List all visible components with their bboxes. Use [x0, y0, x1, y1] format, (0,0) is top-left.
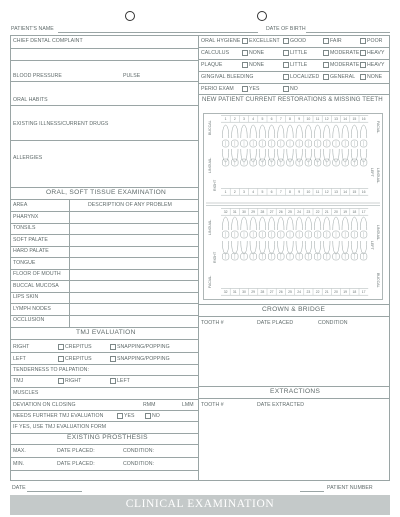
extractions-top-line — [198, 386, 390, 387]
chief-line-2[interactable] — [10, 60, 198, 61]
right-crepitus-label: CREPITUS — [65, 344, 92, 350]
max-label: MAX. — [13, 448, 26, 454]
extraction-tooth-header: TOOTH # — [201, 402, 224, 408]
tooth-root-outline[interactable] — [296, 125, 302, 138]
tooth-number-label[interactable]: 24 — [297, 210, 302, 214]
tooth-number-label[interactable]: 17 — [361, 210, 366, 214]
hygiene-line-3 — [198, 71, 390, 72]
tmj-row-line-1 — [10, 352, 198, 353]
gingival-localized-label: LOCALIZED — [290, 74, 320, 80]
hygiene-poor-checkbox[interactable] — [360, 38, 366, 44]
tooth-root-outline[interactable] — [232, 241, 238, 254]
calculus-heavy-checkbox[interactable] — [360, 50, 366, 56]
tooth-root-outline[interactable] — [296, 241, 302, 254]
chart-lingual-label-right: LINGUAL — [376, 168, 380, 184]
tooth-root-outline[interactable] — [342, 217, 348, 230]
illness-line-1[interactable] — [10, 140, 198, 141]
calculus-heavy-label: HEAVY — [367, 50, 385, 56]
soft-tissue-area-label: PHARYNX — [13, 213, 39, 220]
tmj-row-line-5 — [10, 399, 198, 400]
tooth-root-outline[interactable] — [351, 125, 357, 138]
chief-line-1[interactable] — [10, 48, 198, 49]
allergies-line[interactable] — [10, 187, 198, 188]
tooth-number-label[interactable]: 14 — [343, 190, 348, 194]
soft-tissue-description-cell[interactable] — [70, 315, 197, 326]
tooth-number-label[interactable]: 5 — [261, 190, 264, 194]
tooth-number-label[interactable]: 30 — [242, 210, 246, 214]
area-header: AREA — [13, 202, 28, 208]
soft-tissue-description-cell[interactable] — [70, 223, 197, 234]
tmj-left-label: LEFT — [13, 356, 26, 362]
chart-buccal-label: BUCCAL — [208, 120, 212, 135]
hygiene-excellent-checkbox[interactable] — [242, 38, 248, 44]
footer-title: CLINICAL EXAMINATION — [125, 498, 275, 510]
soft-tissue-area-label: LIPS SKIN — [13, 294, 39, 301]
min-date-placed-label: DATE PLACED: — [57, 461, 95, 467]
tooth-number-label[interactable]: 2 — [233, 117, 236, 121]
tooth-number-label[interactable]: 24 — [297, 290, 302, 294]
date-line[interactable] — [27, 491, 82, 492]
habits-line[interactable] — [10, 105, 198, 106]
tooth-number-label[interactable]: 19 — [343, 290, 348, 294]
tooth-root-outline[interactable] — [259, 125, 265, 138]
perio-yes-label: YES — [249, 86, 260, 92]
tooth-root-outline[interactable] — [324, 217, 330, 230]
patient-name-label: PATIENT'S NAME — [11, 26, 54, 32]
tooth-root-outline[interactable] — [222, 241, 228, 254]
hygiene-poor-label: POOR — [367, 38, 383, 44]
calculus-none-checkbox[interactable] — [242, 50, 248, 56]
soft-tissue-area-label: OCCLUSION — [13, 317, 45, 324]
tooth-root-outline[interactable] — [324, 241, 330, 254]
tooth-number-label[interactable]: 32 — [223, 290, 228, 294]
needs-further-no-checkbox[interactable] — [145, 413, 151, 419]
tooth-number-label[interactable]: 6 — [270, 190, 273, 194]
tmj-row-line-2 — [10, 364, 198, 365]
prosthesis-bottom-line — [10, 470, 198, 471]
tooth-number-label[interactable]: 26 — [278, 210, 283, 214]
tooth-root-outline[interactable] — [259, 217, 265, 230]
extraction-date-header: DATE EXTRACTED — [257, 402, 305, 408]
tooth-root-outline[interactable] — [287, 217, 293, 230]
existing-illness-label: EXISTING ILLNESS/CURRENT DRUGS — [13, 121, 109, 127]
soft-tissue-area-label: TONGUE — [13, 259, 36, 266]
tooth-root-outline[interactable] — [278, 125, 284, 138]
hygiene-line-4 — [198, 83, 390, 84]
prosthesis-title: EXISTING PROSTHESIS — [67, 434, 148, 441]
tooth-root-outline[interactable] — [305, 217, 311, 230]
tooth-root-outline[interactable] — [314, 241, 320, 254]
right-snapping-label: SNAPPING/POPPING — [117, 344, 170, 350]
pulse-label: PULSE — [123, 73, 141, 79]
soft-tissue-description-cell[interactable] — [70, 292, 197, 303]
plaque-little-checkbox[interactable] — [283, 62, 289, 68]
right-snapping-checkbox[interactable] — [110, 344, 116, 350]
soft-tissue-title: ORAL, SOFT TISSUE EXAMINATION — [46, 189, 167, 196]
tooth-number-label[interactable]: 25 — [288, 290, 292, 294]
chart-facial-label-lower: FACIAL — [208, 275, 212, 288]
tooth-number-label[interactable]: 18 — [352, 290, 357, 294]
calculus-moderate-label: MODERATE — [330, 50, 360, 56]
lmm-label: LMM — [182, 402, 194, 408]
needs-further-yes-label: YES — [124, 413, 135, 419]
hygiene-good-checkbox[interactable] — [283, 38, 289, 44]
prosthesis-row-line — [10, 457, 198, 458]
needs-further-no-label: NO — [152, 413, 160, 419]
chart-lingual-label-lower-right: LINGUAL — [376, 225, 380, 241]
tooth-root-outline[interactable] — [342, 125, 348, 138]
tooth-number-label[interactable]: 28 — [260, 210, 265, 214]
soft-tissue-area-label: BUCCAL MUCOSA — [13, 282, 59, 289]
tooth-number-label[interactable]: 32 — [223, 210, 228, 214]
soft-tissue-description-cell[interactable] — [70, 303, 197, 314]
tmj-right-label: RIGHT — [13, 344, 30, 350]
tooth-root-outline[interactable] — [314, 125, 320, 138]
chart-right-label: RIGHT — [213, 179, 217, 191]
crown-bridge-title: CROWN & BRIDGE — [262, 306, 326, 313]
tooth-root-outline[interactable] — [360, 125, 366, 138]
tooth-number-label[interactable]: 5 — [261, 117, 264, 121]
crown-condition-header: CONDITION — [318, 320, 348, 326]
tooth-number-label[interactable]: 28 — [260, 290, 265, 294]
tmj-top-line — [10, 327, 198, 328]
tooth-number-label[interactable]: 11 — [315, 117, 320, 121]
tooth-number-label[interactable]: 31 — [232, 290, 237, 294]
tooth-number-label[interactable]: 2 — [233, 190, 236, 194]
tooth-number-label[interactable]: 16 — [361, 117, 366, 121]
footer-banner — [10, 495, 390, 515]
tooth-number-label[interactable]: 21 — [324, 210, 329, 214]
tooth-number-label[interactable]: 16 — [361, 190, 366, 194]
soft-tissue-description-cell[interactable] — [70, 257, 197, 268]
tooth-root-outline[interactable] — [232, 217, 238, 230]
hygiene-excellent-label: EXCELLENT — [249, 38, 280, 44]
tooth-number-label[interactable]: 14 — [343, 117, 348, 121]
chart-lingual-label: LINGUAL — [208, 157, 212, 173]
hygiene-fair-label: FAIR — [330, 38, 342, 44]
tooth-root-outline[interactable] — [278, 217, 284, 230]
crown-top-line — [198, 304, 390, 305]
patient-name-line[interactable] — [58, 32, 258, 33]
perio-no-checkbox[interactable] — [283, 86, 289, 92]
tooth-number-label[interactable]: 30 — [242, 290, 246, 294]
tooth-number-label[interactable]: 1 — [224, 190, 227, 194]
tmj-header-line — [10, 339, 198, 340]
tooth-root-outline[interactable] — [268, 217, 274, 230]
tmj-row-line-3 — [10, 375, 198, 376]
soft-tissue-description-cell[interactable] — [70, 269, 197, 280]
tooth-number-label[interactable]: 25 — [288, 210, 292, 214]
tooth-number-label[interactable]: 15 — [352, 117, 357, 121]
tooth-number-label[interactable]: 29 — [251, 210, 256, 214]
deviation-label: DEVIATION ON CLOSING — [13, 402, 76, 408]
gingival-none-label: NONE — [367, 74, 383, 80]
tooth-number-label[interactable]: 15 — [352, 190, 357, 194]
crown-date-placed-header: DATE PLACED — [257, 320, 294, 326]
tooth-root-outline[interactable] — [351, 217, 357, 230]
tmj-row-line-7 — [10, 421, 198, 422]
soft-tissue-area-label: FLOOR OF MOUTH — [13, 271, 61, 278]
perio-exam-label: PERIO EXAM — [201, 86, 234, 92]
gingival-none-checkbox[interactable] — [360, 74, 366, 80]
calculus-label: CALCULUS — [201, 50, 230, 56]
hygiene-good-label: GOOD — [290, 38, 307, 44]
extractions-title: EXTRACTIONS — [270, 388, 321, 395]
tooth-number-label[interactable]: 11 — [315, 190, 320, 194]
tmj-row-line-6 — [10, 410, 198, 411]
perio-yes-checkbox[interactable] — [242, 86, 248, 92]
needs-further-yes-checkbox[interactable] — [117, 413, 123, 419]
patient-number-line[interactable] — [300, 491, 324, 492]
tooth-number-label[interactable]: 17 — [361, 290, 366, 294]
right-crepitus-checkbox[interactable] — [58, 344, 64, 350]
tooth-root-outline[interactable] — [351, 241, 357, 254]
tooth-number-label[interactable]: 20 — [334, 290, 338, 294]
soft-tissue-description-cell[interactable] — [70, 211, 197, 222]
date-of-birth-line[interactable] — [306, 32, 390, 33]
max-condition-label: CONDITION: — [123, 448, 155, 454]
min-condition-label: CONDITION: — [123, 461, 155, 467]
soft-tissue-area-label: TONSILS — [13, 225, 36, 232]
rmm-label: RMM — [143, 402, 156, 408]
allergies-label: ALLERGIES — [13, 155, 43, 161]
tooth-root-outline[interactable] — [287, 125, 293, 138]
extractions-header-line — [198, 398, 390, 399]
tooth-root-outline[interactable] — [314, 217, 320, 230]
plaque-moderate-checkbox[interactable] — [323, 62, 329, 68]
tooth-root-outline[interactable] — [250, 125, 256, 138]
soft-tissue-header-line — [10, 199, 198, 200]
center-divider — [198, 35, 199, 481]
left-snapping-label: SNAPPING/POPPING — [117, 356, 170, 362]
soft-tissue-area-label: SOFT PALATE — [13, 236, 48, 243]
tooth-root-outline[interactable] — [241, 241, 247, 254]
tooth-number-label[interactable]: 6 — [270, 117, 273, 121]
tooth-number-label[interactable]: 9 — [298, 190, 301, 194]
binder-hole-left — [125, 11, 135, 21]
calculus-little-checkbox[interactable] — [283, 50, 289, 56]
tmj-right-checkbox[interactable] — [58, 378, 64, 384]
tooth-number-label[interactable]: 21 — [324, 290, 329, 294]
tooth-number-label[interactable]: 10 — [306, 190, 311, 194]
tooth-number-label[interactable]: 27 — [269, 210, 274, 214]
tooth-root-outline[interactable] — [268, 241, 274, 254]
tooth-root-outline[interactable] — [287, 241, 293, 254]
tooth-root-outline[interactable] — [222, 217, 228, 230]
tmj-right-option: RIGHT — [65, 378, 82, 384]
tmj-joint-label: TMJ — [13, 378, 24, 384]
tooth-root-outline[interactable] — [296, 217, 302, 230]
chart-buccal-label-lower-right: BUCCAL — [376, 273, 380, 288]
tooth-root-outline[interactable] — [250, 241, 256, 254]
tooth-number-label[interactable]: 23 — [306, 210, 311, 214]
tooth-number-label[interactable]: 3 — [243, 190, 245, 194]
tooth-number-label[interactable]: 22 — [315, 210, 320, 214]
tmj-title: TMJ EVALUATION — [76, 329, 136, 336]
max-date-placed-label: DATE PLACED: — [57, 448, 95, 454]
tooth-number-label[interactable]: 10 — [306, 117, 311, 121]
plaque-heavy-label: HEAVY — [367, 62, 385, 68]
plaque-label: PLAQUE — [201, 62, 223, 68]
tooth-root-outline[interactable] — [250, 217, 256, 230]
chief-complaint-label: CHIEF DENTAL COMPLAINT — [13, 38, 83, 44]
tooth-number-label[interactable]: 7 — [279, 190, 282, 194]
tooth-number-label[interactable]: 31 — [232, 210, 237, 214]
hygiene-line-2 — [198, 59, 390, 60]
min-label: MIN. — [13, 461, 25, 467]
tooth-number-label[interactable]: 9 — [298, 117, 301, 121]
hygiene-line-1 — [198, 47, 390, 48]
tooth-number-label[interactable]: 4 — [252, 117, 255, 121]
soft-tissue-area-label: LYMPH NODES — [13, 305, 51, 312]
muscles-label: MUSCLES — [13, 390, 39, 396]
gingival-label: GINGIVAL BLEEDING — [201, 74, 254, 80]
tooth-root-outline[interactable] — [305, 241, 311, 254]
crown-header-line — [198, 316, 390, 317]
date-of-birth-label: DATE OF BIRTH — [266, 26, 306, 32]
tooth-root-outline[interactable] — [342, 241, 348, 254]
chart-left-label-lower: LEFT — [370, 241, 374, 250]
tooth-root-outline[interactable] — [259, 241, 265, 254]
prosthesis-header-line — [10, 444, 198, 445]
binder-hole-right — [257, 11, 267, 21]
calculus-moderate-checkbox[interactable] — [323, 50, 329, 56]
tooth-root-outline[interactable] — [232, 125, 238, 138]
date-label: DATE — [12, 485, 26, 491]
tooth-root-outline[interactable] — [333, 217, 339, 230]
tooth-root-outline[interactable] — [305, 125, 311, 138]
tooth-number-label[interactable]: 20 — [334, 210, 338, 214]
tenderness-label: TENDERNESS TO PALPATION: — [13, 367, 89, 373]
calculus-little-label: LITTLE — [290, 50, 308, 56]
left-crepitus-label: CREPITUS — [65, 356, 92, 362]
tooth-number-label[interactable]: 4 — [252, 190, 255, 194]
tooth-root-outline[interactable] — [333, 241, 339, 254]
tooth-number-label[interactable]: 8 — [289, 117, 291, 121]
plaque-none-checkbox[interactable] — [242, 62, 248, 68]
tmj-left-option: LEFT — [117, 378, 130, 384]
oral-hygiene-label: ORAL HYGIENE — [201, 38, 241, 44]
soft-tissue-description-cell[interactable] — [70, 280, 197, 291]
tooth-number-label[interactable]: 27 — [269, 290, 274, 294]
tmj-left-checkbox[interactable] — [110, 378, 116, 384]
tooth-number-label[interactable]: 3 — [243, 117, 245, 121]
needs-further-label: NEEDS FURTHER TMJ EVALUATION — [13, 413, 104, 419]
chart-left-label: LEFT — [370, 168, 374, 177]
chart-title: NEW PATIENT CURRENT RESTORATIONS & MISSING TEETH — [202, 96, 383, 103]
chart-right-label-lower: RIGHT — [213, 251, 217, 263]
tooth-root-outline[interactable] — [360, 241, 366, 254]
if-yes-label: IF YES, USE TMJ EVALUATION FORM — [13, 424, 107, 430]
tooth-root-outline[interactable] — [324, 125, 330, 138]
tooth-number-label[interactable]: 1 — [224, 117, 227, 121]
soft-tissue-description-cell[interactable] — [70, 234, 197, 245]
gingival-localized-checkbox[interactable] — [283, 74, 289, 80]
oral-habits-label: ORAL HABITS — [13, 97, 48, 103]
tooth-number-label[interactable]: 23 — [306, 290, 311, 294]
tooth-number-label[interactable]: 18 — [352, 210, 357, 214]
tooth-root-outline[interactable] — [333, 125, 339, 138]
tooth-root-outline[interactable] — [278, 241, 284, 254]
tooth-number-label[interactable]: 26 — [278, 290, 283, 294]
tooth-number-label[interactable]: 22 — [315, 290, 320, 294]
tooth-root-outline[interactable] — [268, 125, 274, 138]
tooth-root-outline[interactable] — [222, 125, 228, 138]
soft-tissue-area-label: HARD PALATE — [13, 248, 49, 255]
plaque-none-label: NONE — [249, 62, 265, 68]
plaque-moderate-label: MODERATE — [330, 62, 360, 68]
tooth-number-label[interactable]: 19 — [343, 210, 348, 214]
patient-number-label: PATIENT NUMBER — [327, 485, 373, 491]
tooth-number-label[interactable]: 8 — [289, 190, 291, 194]
plaque-heavy-checkbox[interactable] — [360, 62, 366, 68]
left-crepitus-checkbox[interactable] — [58, 356, 64, 362]
tooth-root-outline[interactable] — [241, 125, 247, 138]
tooth-root-outline[interactable] — [360, 217, 366, 230]
hygiene-fair-checkbox[interactable] — [323, 38, 329, 44]
tmj-row-line-4 — [10, 387, 198, 388]
tooth-root-outline[interactable] — [241, 217, 247, 230]
blood-pressure-label: BLOOD PRESSURE — [13, 73, 62, 79]
bp-line[interactable] — [10, 81, 198, 82]
tooth-number-label[interactable]: 13 — [334, 190, 338, 194]
gingival-general-label: GENERAL — [330, 74, 356, 80]
hygiene-line-5 — [198, 94, 390, 95]
chart-lingual-label-lower: LINGUAL — [208, 219, 212, 235]
plaque-little-label: LITTLE — [290, 62, 308, 68]
soft-tissue-description-cell[interactable] — [70, 246, 197, 257]
description-header: DESCRIPTION OF ANY PROBLEM — [88, 202, 172, 208]
tooth-number-label[interactable]: 13 — [334, 117, 338, 121]
tooth-number-label[interactable]: 29 — [251, 290, 256, 294]
calculus-none-label: NONE — [249, 50, 265, 56]
chart-facial-label: FACIAL — [376, 121, 380, 134]
tooth-chart[interactable] — [203, 113, 383, 300]
tooth-number-label[interactable]: 12 — [324, 117, 329, 121]
perio-no-label: NO — [290, 86, 298, 92]
crown-tooth-header: TOOTH # — [201, 320, 224, 326]
tooth-number-label[interactable]: 12 — [324, 190, 329, 194]
tooth-number-label[interactable]: 7 — [279, 117, 282, 121]
left-snapping-checkbox[interactable] — [110, 356, 116, 362]
gingival-general-checkbox[interactable] — [323, 74, 329, 80]
